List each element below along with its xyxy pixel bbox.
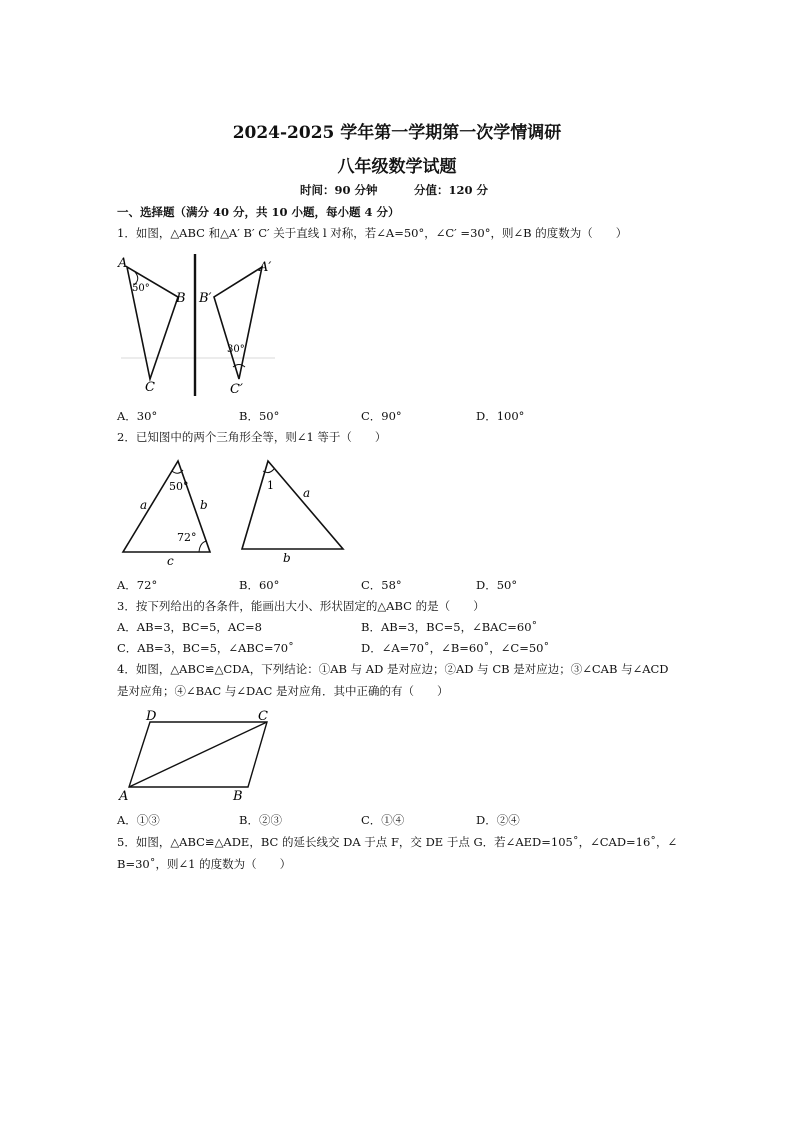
- exam-subtitle: 八年级数学试题: [337, 157, 457, 177]
- q3-option-c[interactable]: C．AB=3，BC=5，∠ABC=70˚: [117, 641, 294, 655]
- label-a: A: [119, 789, 129, 804]
- q3-option-b[interactable]: B．AB=3，BC=5，∠BAC=60˚: [361, 620, 538, 634]
- question-3-text: 3．按下列给出的各条件，能画出大小、形状固定的△ABC 的是（ ）: [117, 599, 485, 613]
- question-5-text-line2: B=30˚，则∠1 的度数为（ ）: [117, 857, 292, 871]
- q2-option-c[interactable]: C．58°: [361, 578, 402, 592]
- q2-option-a[interactable]: A．72°: [117, 578, 158, 592]
- q4-option-c[interactable]: C．①④: [361, 813, 405, 827]
- q4-option-b[interactable]: B．②③: [239, 813, 282, 827]
- label-b: B: [176, 291, 186, 306]
- label-c: C: [258, 709, 268, 724]
- label-b-prime: B′: [199, 291, 212, 306]
- q1-option-a[interactable]: A．30°: [117, 409, 158, 423]
- angle-label-72: 72°: [177, 531, 197, 544]
- q1-option-d[interactable]: D．100°: [476, 409, 525, 423]
- label-a: A: [118, 256, 128, 271]
- question-5-text-line1: 5．如图，△ABC≌△ADE，BC 的延长线交 DA 于点 F，交 DE 于点 G．若∠AED=105˚，∠CAD=16˚，∠: [117, 835, 678, 849]
- question-2-figure: [115, 455, 355, 570]
- section-heading: 一、选择题（满分 40 分，共 10 小题，每小题 4 分）: [117, 205, 400, 219]
- angle-label-50: 50°: [169, 480, 189, 493]
- label-c: C: [145, 380, 155, 395]
- q3-option-d[interactable]: D．∠A=70˚，∠B=60˚，∠C=50˚: [361, 641, 550, 655]
- triangle-right: [242, 461, 343, 549]
- exam-score: 分值：120 分: [414, 183, 489, 197]
- side-label-b: b: [200, 498, 208, 512]
- triangle-left: [123, 461, 210, 552]
- q1-option-c[interactable]: C．90°: [361, 409, 402, 423]
- triangle-a2b2c2: [214, 267, 262, 379]
- exam-title: 2024-2025 学年第一学期第一次学情调研: [232, 123, 562, 143]
- side-label-a: a: [140, 498, 148, 512]
- angle-label-1: 1: [267, 479, 274, 492]
- q4-option-d[interactable]: D．②④: [476, 813, 520, 827]
- label-a-prime: A′: [259, 260, 272, 275]
- question-4-text-line1: 4．如图，△ABC≌△CDA，下列结论：①AB 与 AD 是对应边；②AD 与 CB 是对应边；③∠CAB 与∠ACD: [117, 662, 669, 676]
- question-4-figure: [115, 707, 280, 807]
- side-label-c: c: [167, 554, 174, 568]
- label-c-prime: C′: [230, 382, 243, 397]
- question-2-text: 2．已知图中的两个三角形全等，则∠1 等于（ ）: [117, 430, 387, 444]
- q3-option-a[interactable]: A．AB=3，BC=5，AC=8: [117, 620, 262, 634]
- q2-option-d[interactable]: D．50°: [476, 578, 518, 592]
- diagonal-ac: [129, 722, 267, 787]
- side-label-a-right: a: [303, 486, 311, 500]
- q2-option-b[interactable]: B．60°: [239, 578, 280, 592]
- angle-label-30: 30°: [227, 344, 245, 355]
- question-4-text-line2: 是对应角；④∠BAC 与∠DAC 是对应角．其中正确的有（ ）: [117, 684, 449, 698]
- angle-arc-right: [199, 541, 207, 552]
- question-1-text: 1．如图，△ABC 和△A′ B′ C′ 关于直线 l 对称，若∠A=50°，∠C′ =30°，则∠B 的度数为（ ）: [117, 226, 628, 240]
- q4-option-a[interactable]: A．①③: [117, 813, 160, 827]
- side-label-b-right: b: [283, 551, 291, 565]
- question-1-figure: [115, 252, 285, 402]
- label-d: D: [146, 709, 157, 724]
- q1-option-b[interactable]: B．50°: [239, 409, 280, 423]
- angle-label-50: 50°: [132, 283, 150, 294]
- exam-time: 时间：90 分钟: [300, 183, 378, 197]
- label-b: B: [233, 789, 243, 804]
